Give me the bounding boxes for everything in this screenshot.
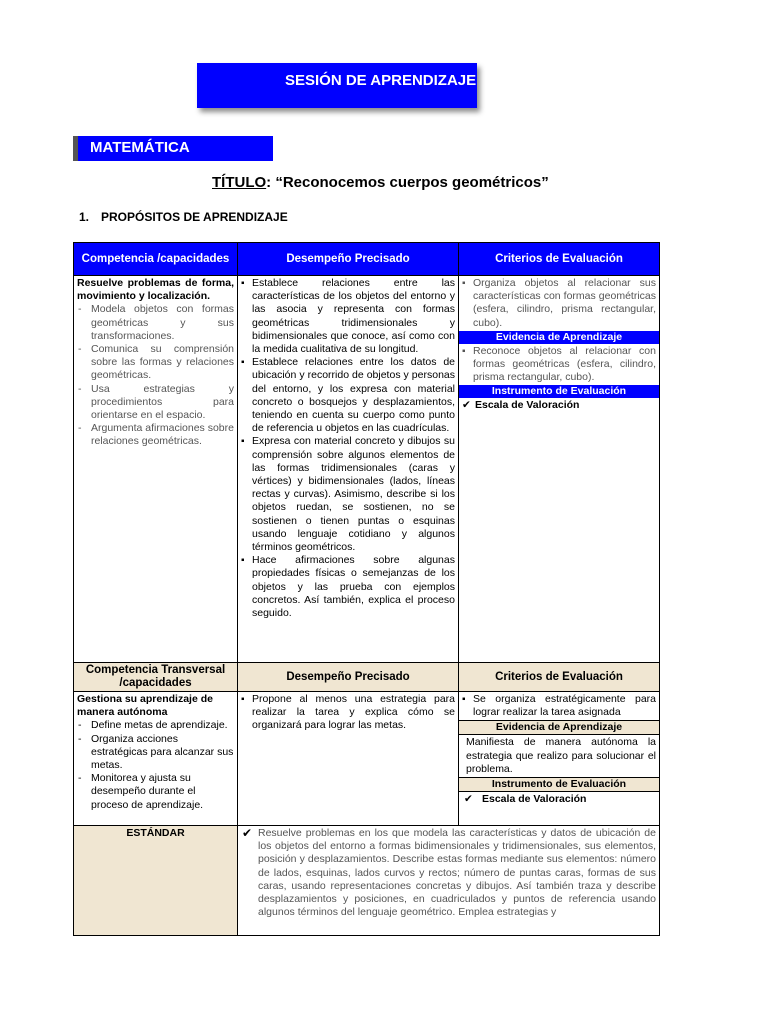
- desempeno-transversal-list: [241, 693, 455, 733]
- evidencia-label: Evidencia de Aprendizaje: [459, 720, 659, 735]
- table1-header-row: [74, 243, 660, 276]
- header-desempeno: Desempeño Precisado: [238, 243, 459, 276]
- evidencia-item: ▪ Reconoce objetos al relacionar con formas geométricas (esfera, cilindro, prisma rectangular, cubo).: [462, 345, 656, 385]
- title-label: TÍTULO: [212, 174, 267, 191]
- capacidades-transversal-list: [77, 719, 234, 811]
- evidencia-text: Manifiesta de manera autónoma la estrategia que realizo para solucionar el problema.: [466, 736, 656, 775]
- criterio-list: [462, 277, 656, 330]
- criterio-item: ▪ Organiza objetos al relacionar sus características con formas geométricas (esfera, cilindro, prisma rectangular, cubo).: [462, 277, 656, 330]
- desempeno-item: ▪ Hace afirmaciones sobre algunas propiedades físicas o semejanzas de los objetos y las prueba con ejemplos concretos. Así también, explica el proceso seguido.: [241, 554, 455, 620]
- header-competencia: Competencia /capacidades: [74, 243, 238, 276]
- instrumento-label: Instrumento de Evaluación: [459, 777, 659, 792]
- session-banner: [197, 63, 477, 108]
- estandar-row: [74, 826, 660, 936]
- session-title: [212, 174, 549, 191]
- criterio-transversal-list: [462, 693, 656, 719]
- capacidad-item: - Define metas de aprendizaje.: [77, 719, 234, 732]
- instrumento-label: Instrumento de Evaluación: [459, 385, 659, 398]
- evidencia-label: Evidencia de Aprendizaje: [459, 331, 659, 344]
- desempeno-cell: [238, 276, 459, 663]
- desempeno-item: ▪ Expresa con material concreto y dibujos su comprensión sobre algunos elementos de las formas tridimensionales (caras y vértices) y bidimensionales (lados, líneas rectas y curvas). Asimismo, describe si los objetos ruedan, se sostienen, no se sostienen o tienen puntas o esquinas usando lenguaje cotidiano y algunos términos geométricos.: [241, 435, 455, 554]
- competencia-title: Resuelve problemas de forma, movimiento y localización.: [77, 277, 234, 303]
- capacidad-item: - Comunica su comprensión sobre las formas y relaciones geométricas.: [77, 343, 234, 383]
- title-text: : “Reconocemos cuerpos geométricos”: [266, 174, 549, 191]
- criterio-item: ▪ Se organiza estratégicamente para lograr realizar la tarea asignada: [462, 693, 656, 719]
- table2-header-row: [74, 663, 660, 692]
- header-criterios: Criterios de Evaluación: [459, 663, 660, 692]
- competencia-transversal-title: Gestiona su aprendizaje de manera autónoma: [77, 693, 213, 719]
- capacidad-item: - Usa estrategias y procedimientos para orientarse en el espacio.: [77, 383, 234, 423]
- desempenos-list: [241, 277, 455, 620]
- instrumento-text: Escala de Valoración: [475, 399, 580, 412]
- estandar-cell: [238, 826, 660, 936]
- criterios-cell: [459, 276, 660, 663]
- capacidad-item: - Monitorea y ajusta su desempeño durante el proceso de aprendizaje.: [77, 772, 234, 812]
- instrumento-text: Escala de Valoración: [482, 793, 587, 806]
- checkmark-icon: ✔: [464, 793, 473, 806]
- header-competencia-transversal: Competencia Transversal /capacidades: [74, 663, 238, 692]
- section-number: 1.: [79, 210, 90, 224]
- estandar-text: Resuelve problemas en los que modela las características y datos de ubicación de los objetos del entorno a formas bidimensionales y tridimensionales, sus elementos, posición y desplazamientos. Describe estas formas mediante sus elementos: número de lados, esquinas, lados curvos y rectos; número de puntas caras, formas de sus caras, usando representaciones concretas y dibujos. Así también traza y describe desplazamientos y posiciones, en cuadriculados y puntos de referencia usando algunos términos del lenguaje geométrico. Emplea estrategias y: [258, 827, 656, 919]
- evidencia-list: [462, 345, 656, 385]
- header-desempeno: Desempeño Precisado: [238, 663, 459, 692]
- desempeno-transversal-cell: [238, 692, 459, 826]
- capacidad-item: - Modela objetos con formas geométricas y sus transformaciones.: [77, 303, 234, 343]
- subject-text: MATEMÁTICA: [90, 139, 190, 156]
- estandar-label: ESTÁNDAR: [74, 826, 238, 936]
- criterios-transversal-cell: [459, 692, 660, 826]
- section-title: PROPÓSITOS DE APRENDIZAJE: [101, 210, 288, 224]
- section-heading: [79, 210, 288, 224]
- desempeno-item: ▪ Propone al menos una estrategia para realizar la tarea y explica cómo se organizará para lograr las metas.: [241, 693, 455, 733]
- desempeno-item: ▪ Establece relaciones entre las características de los objetos del entorno y las asocia y representa con formas geométricas tridimensionales y bidimensionales que conoce, así como con la medida cualitativa de su longitud.: [241, 277, 455, 356]
- header-criterios: Criterios de Evaluación: [459, 243, 660, 276]
- desempeno-item: ▪ Establece relaciones entre los datos de ubicación y recorrido de objetos y personas del entorno, y los expresa con material concreto o bosquejos y desplazamientos, teniendo en cuenta su cuerpo como punto de referencia u objetos en las cuadrículas.: [241, 356, 455, 435]
- subject-label: [73, 136, 273, 161]
- instrumento-item: [462, 793, 656, 806]
- competencia-transversal-cell: [74, 692, 238, 826]
- instrumento-item: [462, 399, 656, 412]
- checkmark-icon: ✔: [462, 399, 471, 412]
- competencia-cell: [74, 276, 238, 663]
- purposes-table: [73, 242, 660, 936]
- capacidad-item: - Organiza acciones estratégicas para alcanzar sus metas.: [77, 733, 234, 773]
- banner-title: SESIÓN DE APRENDIZAJE: [285, 72, 477, 89]
- capacidades-list: [77, 303, 234, 448]
- checkmark-icon: ✔: [242, 826, 253, 840]
- table1-body-row: [74, 276, 660, 663]
- capacidad-item: - Argumenta afirmaciones sobre relaciones geométricas.: [77, 422, 234, 448]
- table2-body-row: [74, 692, 660, 826]
